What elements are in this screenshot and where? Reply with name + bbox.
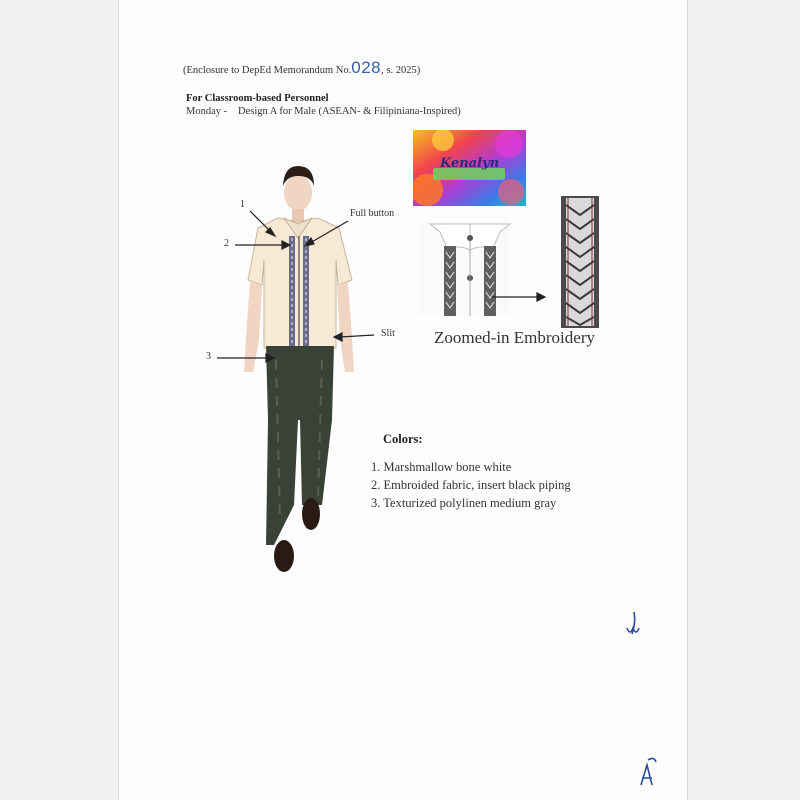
enclosure-prefix: (Enclosure to DepEd Memorandum No. xyxy=(183,65,352,76)
color-item-2: 2. Embroided fabric, insert black piping xyxy=(371,478,571,492)
full-button-label: Full button xyxy=(350,208,395,219)
design-title: Design A for Male (ASEAN- & Filipiniana-Inspired) xyxy=(238,106,461,117)
colors-title: Colors: xyxy=(383,432,423,446)
enclosure-suffix: , s. 2025) xyxy=(381,65,421,76)
callout-3: 3 xyxy=(206,351,211,362)
slit-label: Slit xyxy=(381,328,395,339)
handwritten-marks xyxy=(627,612,656,785)
logo-text: Kenalyn xyxy=(439,156,500,171)
color-item-3: 3. Texturized polylinen medium gray xyxy=(371,496,557,510)
color-item-1: 1. Marshmallow bone white xyxy=(371,460,512,474)
memo-number: 028 xyxy=(351,58,382,77)
zoom-caption: Zoomed-in Embroidery xyxy=(434,328,595,347)
callout-1: 1 xyxy=(240,199,245,210)
embroidery-strip xyxy=(561,196,599,328)
callout-2: 2 xyxy=(224,238,229,249)
collar-closeup xyxy=(418,222,510,316)
day-label: Monday - xyxy=(186,106,228,117)
section-title: For Classroom-based Personnel xyxy=(186,93,329,104)
colors-list xyxy=(371,458,571,512)
